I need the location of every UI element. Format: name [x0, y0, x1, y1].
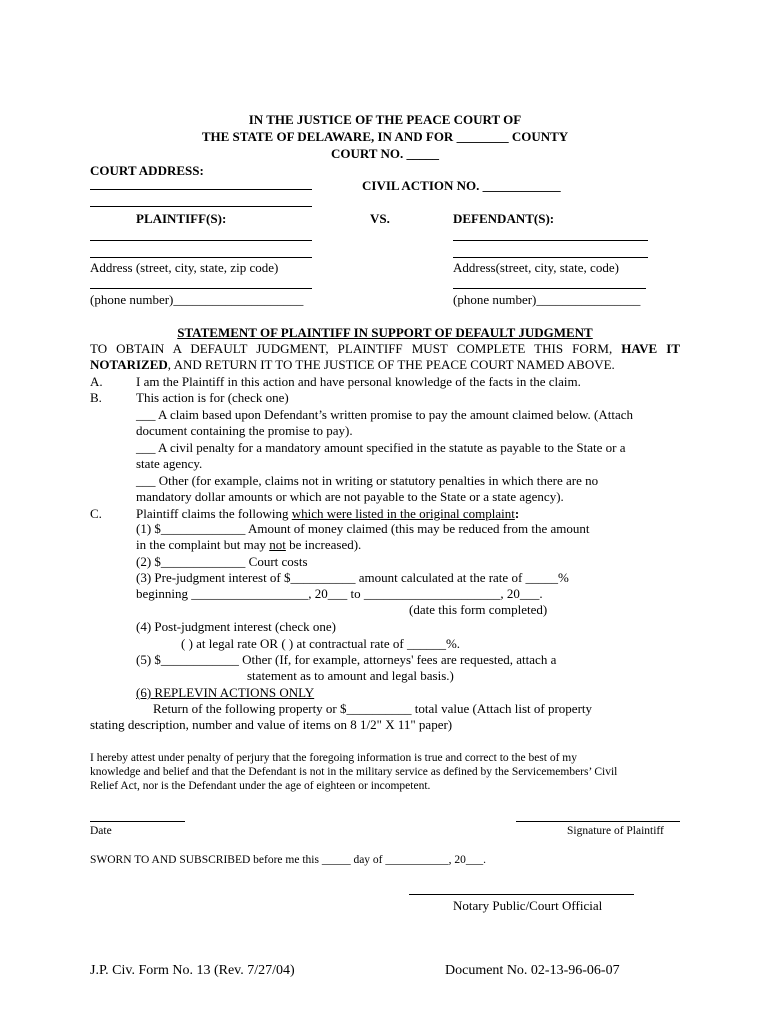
civil-action-number: CIVIL ACTION NO. ____________ [362, 178, 561, 193]
defendant-address-label: Address(street, city, state, code) [453, 260, 619, 275]
option-other-line2: mandatory dollar amounts or which are not payable to the State or a state agency). [136, 489, 564, 504]
court-title-line1: IN THE JUSTICE OF THE PEACE COURT OF [248, 112, 522, 127]
plaintiff-name-line-1 [90, 240, 312, 241]
other-fees-line2: statement as to amount and legal basis.) [247, 668, 454, 683]
claim-amount-line2: in the complaint but may not be increased). [136, 537, 362, 552]
prejudgment-interest-line2: beginning __________________, 20___ to _____________________, 20___. [136, 586, 543, 601]
defendant-name-line-1 [453, 240, 648, 241]
item-a-text: I am the Plaintiff in this action and have personal knowledge of the facts in the claim. [136, 374, 581, 389]
court-costs: (2) $_____________ Court costs [136, 554, 308, 569]
attestation-line1: I hereby attest under penalty of perjury that the foregoing information is true and correct to the best of my [90, 752, 577, 764]
sworn-statement: SWORN TO AND SUBSCRIBED before me this _____ day of ___________, 20___. [90, 854, 487, 866]
postjudgment-interest-line2: ( ) at legal rate OR ( ) at contractual rate of ______%. [181, 636, 461, 651]
defendant-phone: (phone number)________________ [453, 292, 641, 307]
plaintiff-address-label: Address (street, city, state, zip code) [90, 260, 279, 275]
replevin-title: (6) REPLEVIN ACTIONS ONLY [136, 685, 315, 700]
option-civil-penalty-line1: ___ A civil penalty for a mandatory amount specified in the statute as payable to the State or a [136, 440, 626, 455]
option-other-line1: ___ Other (for example, claims not in writing or statutory penalties in which there are no [136, 473, 599, 488]
attestation-line2: knowledge and belief and that the Defendant is not in the military service as defined by the Servicemembers’ Civil [90, 766, 618, 778]
item-c-label: C. [90, 506, 102, 521]
defendant-name-line-2 [453, 257, 648, 258]
form-number: J.P. Civ. Form No. 13 (Rev. 7/27/04) [90, 963, 295, 978]
option-written-promise-line1: ___ A claim based upon Defendant’s written promise to pay the amount claimed below. (Attach [136, 407, 634, 422]
replevin-line2: stating description, number and value of items on 8 1/2" X 11" paper) [90, 717, 453, 732]
notary-label: Notary Public/Court Official [453, 898, 603, 913]
item-c-text: Plaintiff claims the following which were listed in the original complaint: [136, 506, 520, 521]
plaintiffs-label: PLAINTIFF(S): [136, 211, 227, 226]
replevin-line1: Return of the following property or $__________ total value (Attach list of property [153, 701, 593, 716]
defendants-label: DEFENDANT(S): [453, 211, 555, 226]
plaintiff-name-line-2 [90, 257, 312, 258]
option-written-promise-line2: document containing the promise to pay). [136, 423, 353, 438]
item-a-label: A. [90, 374, 103, 389]
signature-label: Signature of Plaintiff [567, 825, 664, 837]
prejudgment-interest-line1: (3) Pre-judgment interest of $__________ amount calculated at the rate of _____% [136, 570, 569, 585]
date-line [90, 821, 185, 822]
plaintiff-phone: (phone number)____________________ [90, 292, 304, 307]
statement-title: STATEMENT OF PLAINTIFF IN SUPPORT OF DEFAULT JUDGMENT [177, 325, 593, 340]
date-form-completed-note: (date this form completed) [409, 602, 548, 617]
court-address-line-2 [90, 206, 312, 207]
court-number: COURT NO. _____ [330, 146, 439, 161]
statement-intro: TO OBTAIN A DEFAULT JUDGMENT, PLAINTIFF MUST COMPLETE THIS FORM, HAVE IT NOTARIZED, AND RETURN IT TO THE JUSTICE OF THE PEACE COURT NAMED ABOVE. [90, 341, 680, 372]
attestation-line3: Relief Act, nor is the Defendant under the age of eighteen or incompetent. [90, 780, 431, 792]
court-address-label: COURT ADDRESS: [90, 163, 204, 178]
plaintiff-address-line [90, 288, 312, 289]
court-title-line2: THE STATE OF DELAWARE, IN AND FOR ________ COUNTY [201, 129, 569, 144]
claim-amount-line1: (1) $_____________ Amount of money claimed (this may be reduced from the amount [136, 521, 590, 536]
other-fees-line1: (5) $____________ Other (If, for example, attorneys' fees are requested, attach a [136, 652, 557, 667]
option-civil-penalty-line2: state agency. [136, 456, 203, 471]
item-b-text: This action is for (check one) [136, 390, 289, 405]
defendant-address-line [453, 288, 646, 289]
document-number: Document No. 02-13-96-06-07 [445, 963, 620, 978]
court-address-line-1 [90, 189, 312, 190]
item-b-label: B. [90, 390, 102, 405]
postjudgment-interest-line1: (4) Post-judgment interest (check one) [136, 619, 336, 634]
notary-line [409, 894, 634, 895]
date-label: Date [90, 825, 112, 837]
versus-label: VS. [370, 211, 390, 226]
signature-line [516, 821, 680, 822]
